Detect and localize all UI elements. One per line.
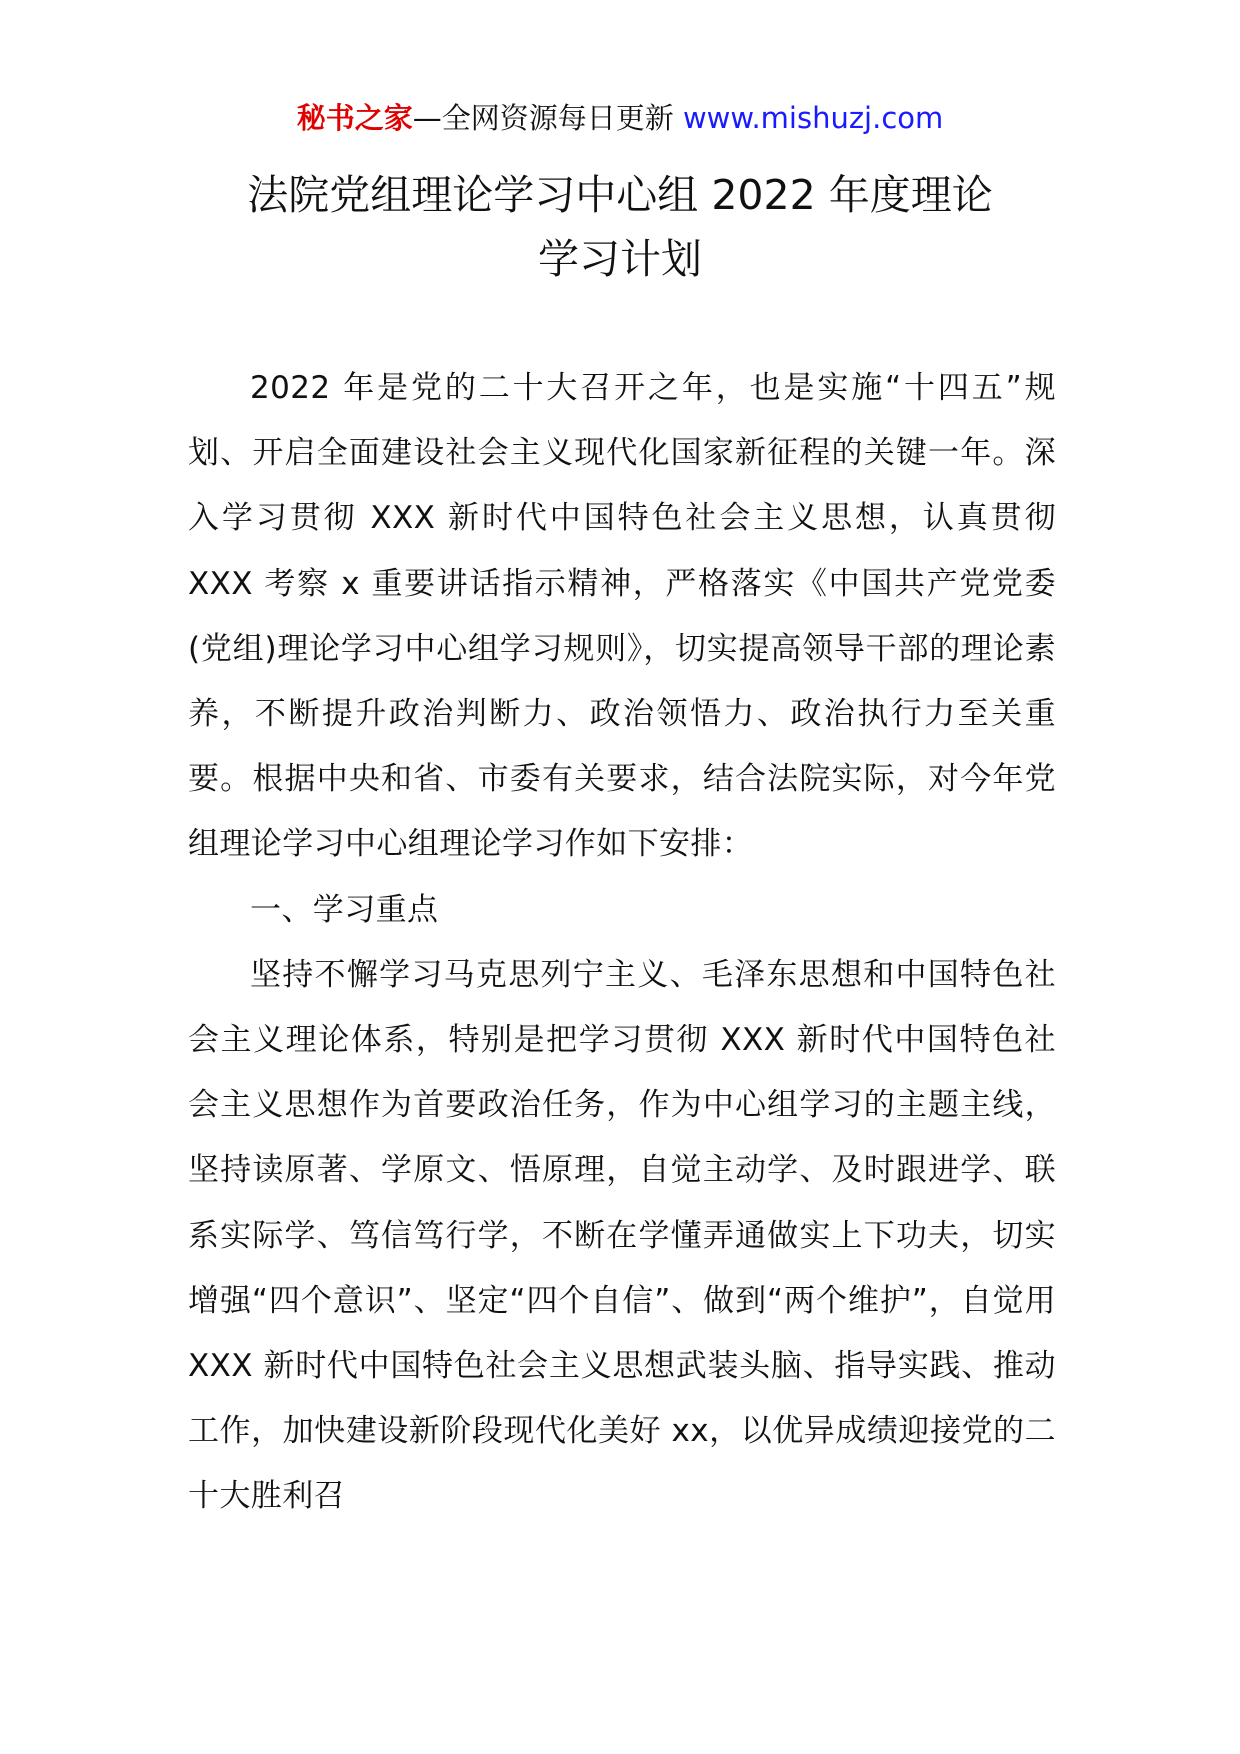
site-brand: 秘书之家 [296,101,413,135]
site-tagline: —全网资源每日更新 [412,101,674,135]
document-body [188,356,1056,1530]
section-heading-study-focus: 一、学习重点 [250,891,439,928]
site-header [0,98,1240,138]
document-title-line-2: 学习计划 [538,235,702,283]
intro-paragraph: 2022 年是党的二十大召开之年，也是实施“十四五”规划、开启全面建设社会主义现代化国家新征程的关键一年。深入学习贯彻 XXX 新时代中国特色社会主义思想，认真贯彻 XXX 考察 x 重要讲话指示精神，严格落实《中国共产党党委(党组)理论学习中心组学习规则》，切实提高领导干部的理论素养，不断提升政治判断力、政治领悟力、政治执行力至关重要。根据中央和省、市委有关要求，结合法院实际，对今年党组理论学习中心组理论学习作如下安排： [188,370,1056,863]
document-title [0,163,1240,291]
study-focus-paragraph: 坚持不懈学习马克思列宁主义、毛泽东思想和中国特色社会主义理论体系，特别是把学习贯彻 XXX 新时代中国特色社会主义思想作为首要政治任务，作为中心组学习的主题主线，坚持读原著、学原文、悟原理，自觉主动学、及时跟进学、联系实际学、笃信笃行学，不断在学懂弄通做实上下功夫，切实增强“四个意识”、坚定“四个自信”、做到“两个维护”，自觉用 XXX 新时代中国特色社会主义思想武装头脑、指导实践、推动工作，加快建设新阶段现代化美好 xx，以优异成绩迎接党的二十大胜利召 [188,956,1056,1515]
document-title-line-1: 法院党组理论学习中心组 2022 年度理论 [247,171,993,219]
site-url-link[interactable]: www.mishuzj.com [682,101,944,135]
